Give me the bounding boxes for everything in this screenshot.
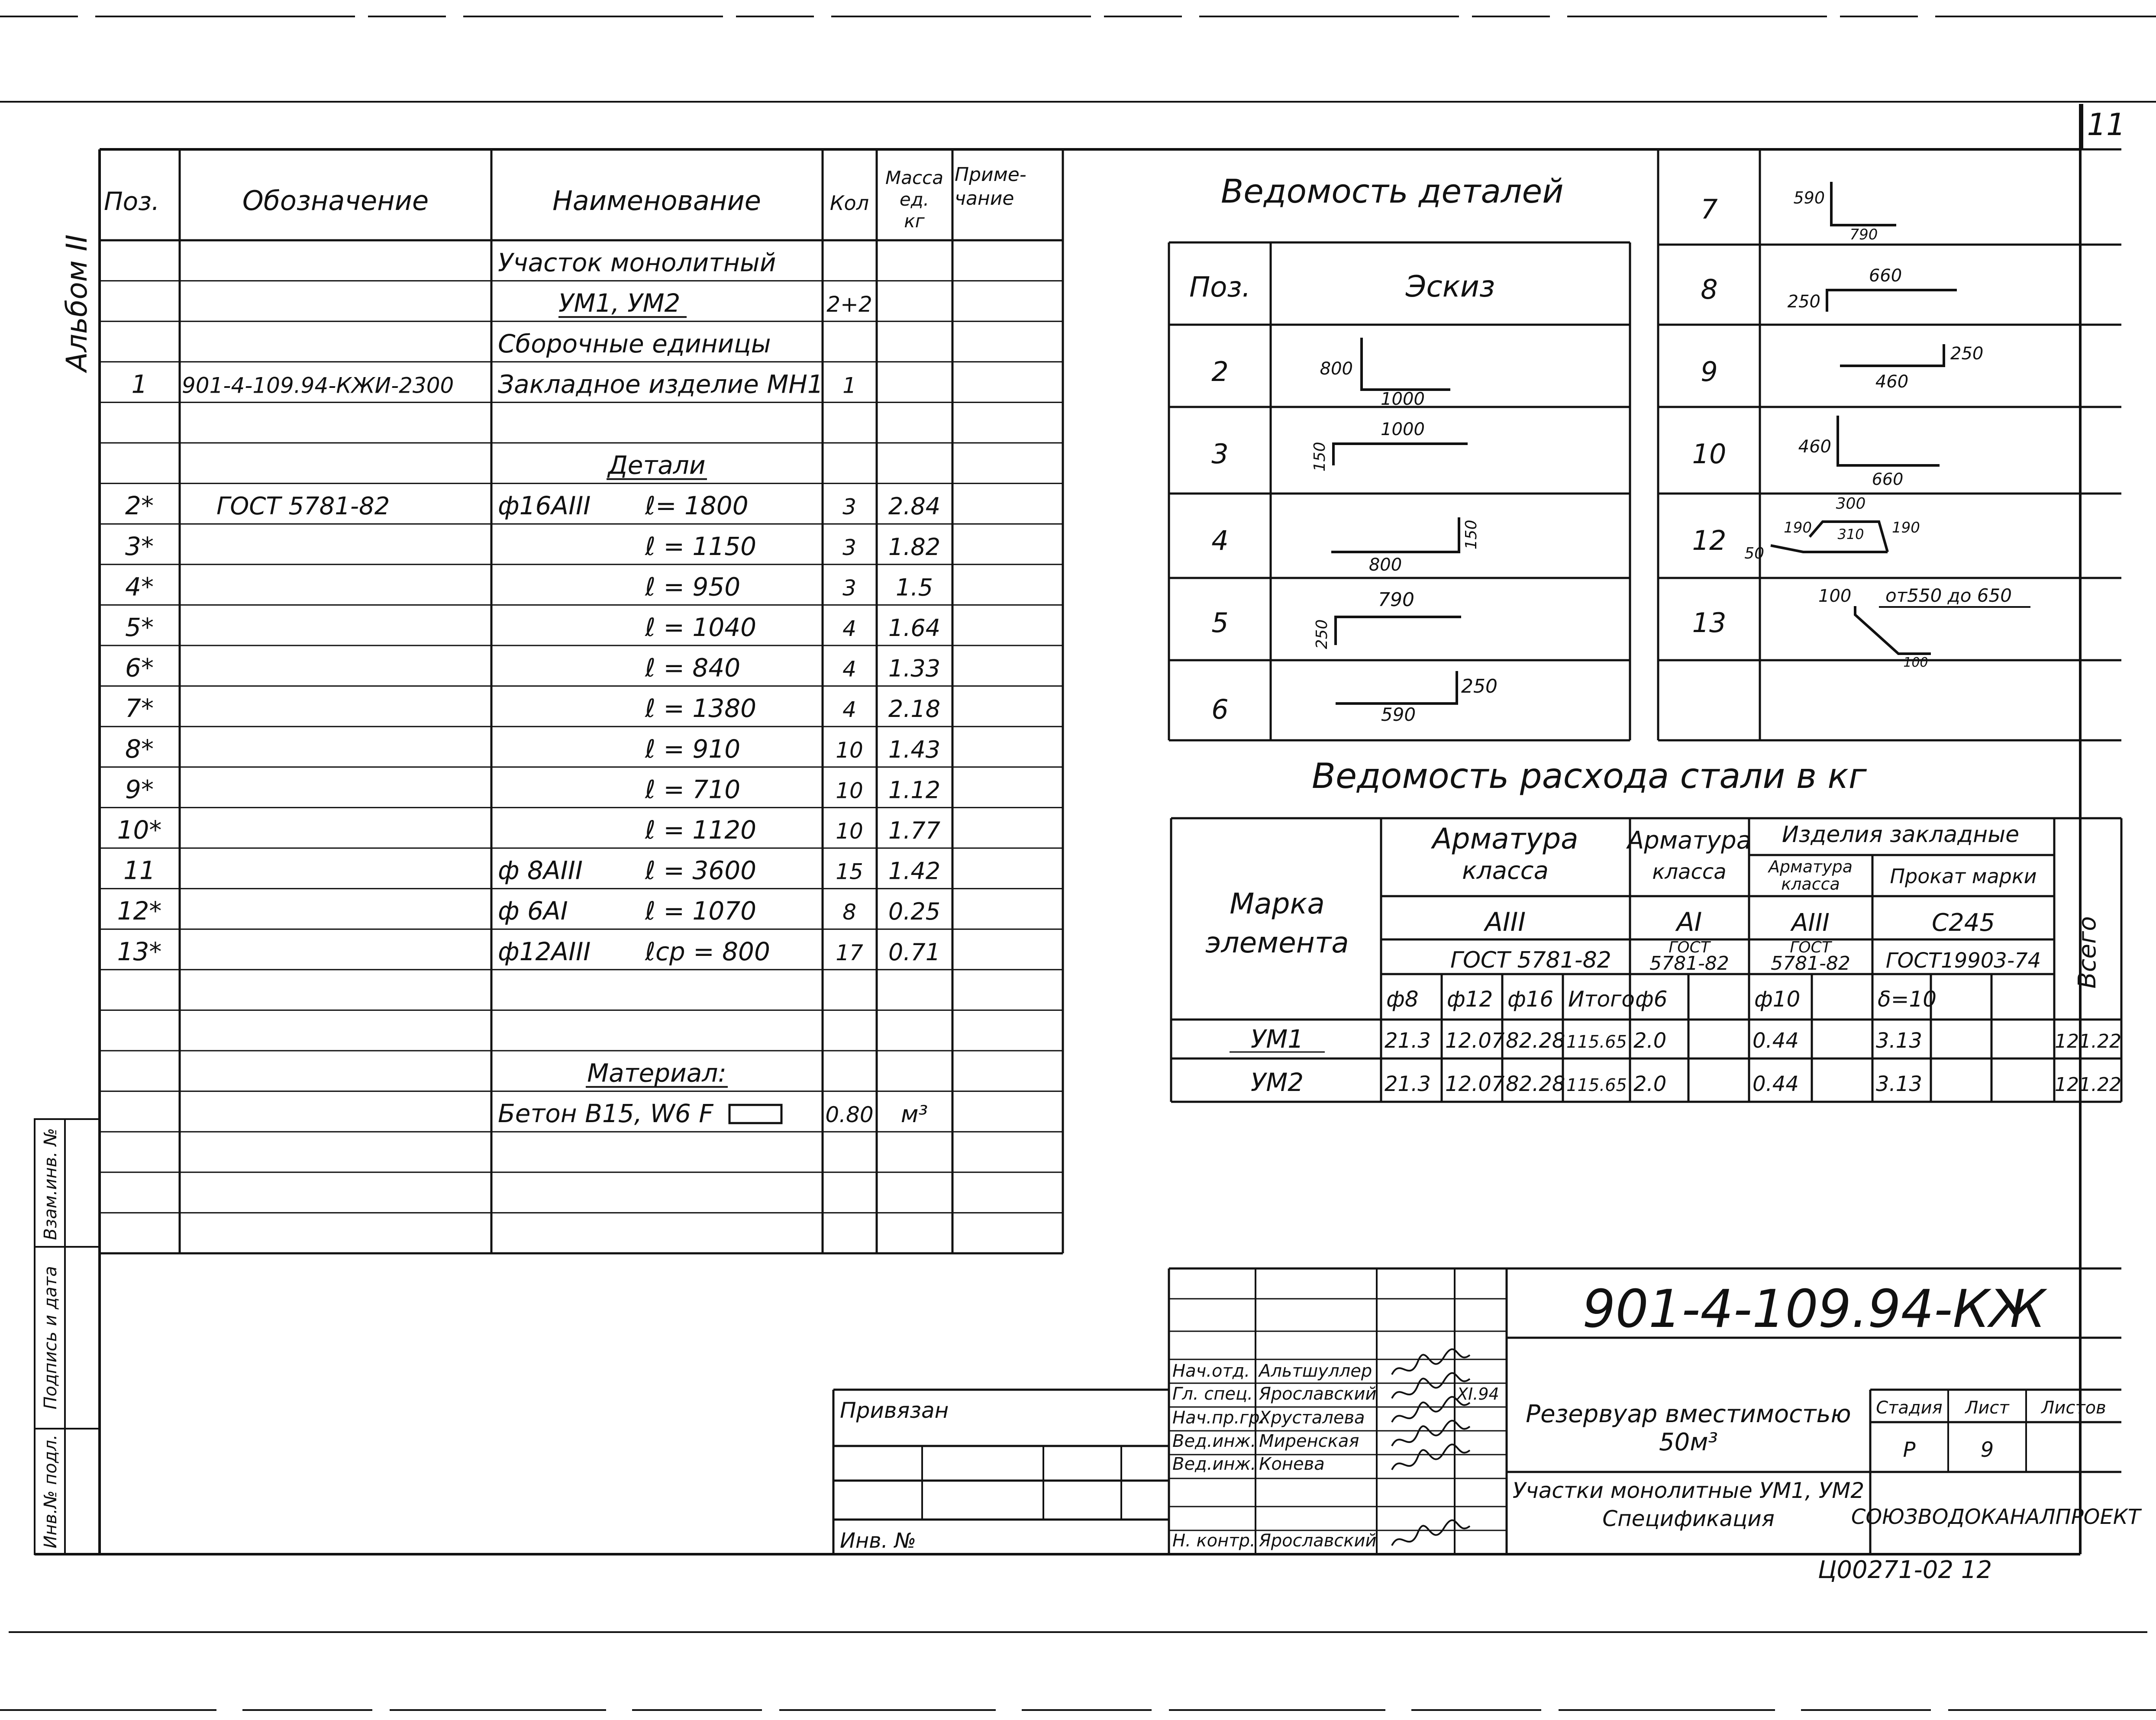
steel-header-embedded: 5781-82 xyxy=(1771,952,1850,975)
spec-name: Детали xyxy=(608,450,706,480)
steel-cell: 115.65 xyxy=(1566,1032,1627,1052)
steel-header-arm-ai: класса xyxy=(1652,860,1727,884)
sketch-dim: 590 xyxy=(1381,704,1416,725)
spec-pos: 6* xyxy=(125,653,154,683)
stamp-sheet-header: Лист xyxy=(1965,1398,2009,1418)
detail-pos: 4 xyxy=(1211,525,1229,556)
spec-qty: 3 xyxy=(842,575,856,601)
steel-row-mark: УМ2 xyxy=(1250,1068,1304,1097)
steel-header-mark: элемента xyxy=(1205,926,1349,959)
stamp-name: Альтшуллер xyxy=(1259,1361,1372,1381)
spec-header-name: Наименование xyxy=(552,185,761,216)
spec-qty: 2+2 xyxy=(826,292,872,317)
spec-name: ф 6АI xyxy=(498,896,568,926)
spec-name: Сборочные единицы xyxy=(498,329,771,358)
spec-length: ℓ = 1040 xyxy=(645,613,757,642)
spec-designation: ГОСТ 5781-82 xyxy=(216,492,390,521)
spec-qty: 10 xyxy=(836,819,863,844)
spec-header-note: чание xyxy=(955,187,1014,210)
spec-qty: 4 xyxy=(842,697,856,723)
spec-qty: 4 xyxy=(842,656,856,682)
spec-header-mass: ед. xyxy=(899,189,930,210)
spec-qty: 10 xyxy=(836,778,863,804)
spec-header-note: Приме- xyxy=(955,164,1026,186)
spec-qty: 10 xyxy=(836,737,863,763)
sketch-detail-5 xyxy=(1336,617,1461,645)
sketch-dim: 150 xyxy=(1311,442,1329,472)
detail-pos: 10 xyxy=(1692,438,1727,470)
sketch-dim: 1000 xyxy=(1381,389,1425,409)
steel-row-total: 121.22 xyxy=(2055,1074,2121,1096)
sketch-detail-2 xyxy=(1362,338,1450,390)
spec-name: Закладное изделие МН1 xyxy=(498,369,823,399)
sketch-detail-10 xyxy=(1838,416,1940,465)
spec-length: ℓ = 1070 xyxy=(645,896,757,926)
spec-header-mass: кг xyxy=(904,210,925,232)
side-stamp-sign-date: Подпись и дата xyxy=(41,1266,61,1410)
spec-mass: 1.33 xyxy=(888,655,941,682)
detail-pos: 5 xyxy=(1211,607,1229,639)
steel-header-rolled: ГОСТ19903-74 xyxy=(1885,949,2041,973)
steel-cell: 0.44 xyxy=(1753,1072,1799,1096)
sheet-number: 11 xyxy=(2087,107,2126,142)
sketch-dim: 250 xyxy=(1313,619,1331,649)
steel-cell: 82.28 xyxy=(1506,1072,1565,1096)
sketch-dim: от550 до 650 xyxy=(1885,585,2012,606)
spec-name: Участок монолитный xyxy=(498,248,776,278)
spec-length: ℓ = 1380 xyxy=(645,694,757,723)
stamp-stage-header: Стадия xyxy=(1876,1398,1943,1418)
stamp-subtitle: Спецификация xyxy=(1602,1506,1775,1531)
signature-scribble xyxy=(1392,1520,1470,1546)
detail-pos: 3 xyxy=(1211,438,1229,470)
spec-name: Материал: xyxy=(587,1058,726,1088)
steel-header-arm-ai: ГОСТ xyxy=(1669,939,1710,956)
sketch-dim: 590 xyxy=(1793,188,1825,207)
signature-scribble xyxy=(1392,1349,1470,1375)
spec-name: УМ1, УМ2 xyxy=(558,288,681,318)
spec-length: ℓ = 910 xyxy=(645,734,741,764)
spec-mass: 1.12 xyxy=(888,776,941,804)
stamp-role: Вед.инж. xyxy=(1172,1454,1256,1474)
steel-subheader: Итого xyxy=(1568,987,1635,1012)
stamp-role: Вед.инж. xyxy=(1172,1431,1256,1451)
steel-row-mark: УМ1 xyxy=(1250,1024,1304,1054)
steel-cell: 21.3 xyxy=(1385,1029,1431,1053)
stamp-name: Миренская xyxy=(1259,1431,1359,1451)
spec-mass: 0.71 xyxy=(888,938,941,966)
spec-length: ℓ = 1120 xyxy=(645,815,757,845)
sketch-dim: 1000 xyxy=(1381,420,1425,439)
steel-header-arm-ai: АI xyxy=(1676,907,1702,937)
details-header-sketch: Эскиз xyxy=(1405,270,1495,304)
spec-pos: 12* xyxy=(117,896,162,926)
steel-subheader: ф12 xyxy=(1447,987,1493,1012)
spec-mass: 2.18 xyxy=(888,695,941,723)
stamp-name: Конева xyxy=(1259,1454,1325,1474)
steel-title: Ведомость расхода стали в кг xyxy=(1312,756,1867,796)
stamp-role: Н. контр. xyxy=(1172,1531,1256,1551)
spec-length: ℓср = 800 xyxy=(645,936,770,966)
sketch-detail-8 xyxy=(1827,290,1957,312)
steel-header-embedded: Арматура xyxy=(1768,857,1853,876)
spec-pos: 9* xyxy=(125,774,154,804)
stamp-role: Нач.пр.гр. xyxy=(1172,1408,1265,1428)
steel-header-embedded: АIII xyxy=(1791,909,1830,937)
spec-header-pos: Поз. xyxy=(104,187,160,216)
stamp-code: 901-4-109.94-КЖ xyxy=(1582,1279,2046,1339)
spec-length: ℓ = 840 xyxy=(645,653,741,683)
detail-pos: 13 xyxy=(1692,607,1727,639)
steel-header-arm-aiii: Арматура xyxy=(1432,822,1578,855)
spec-designation: 901-4-109.94-КЖИ-2300 xyxy=(182,373,454,398)
stamp-sheet-value: 9 xyxy=(1980,1438,1994,1462)
spec-pos: 2* xyxy=(125,491,154,521)
stamp-name: Хрусталева xyxy=(1259,1408,1365,1428)
steel-cell: 12.07 xyxy=(1445,1072,1505,1096)
spec-mass: 2.84 xyxy=(888,493,941,520)
spec-mass: 1.64 xyxy=(888,614,941,642)
stamp-subtitle: Участки монолитные УМ1, УМ2 xyxy=(1512,1478,1865,1503)
sketch-dim: 310 xyxy=(1837,526,1864,542)
spec-header-designation: Обозначение xyxy=(242,185,429,216)
sketch-dim: 300 xyxy=(1836,495,1866,513)
side-stamp-replace-inv: Взам.инв. № xyxy=(41,1128,61,1240)
spec-frost-box xyxy=(729,1105,781,1123)
detail-pos: 7 xyxy=(1701,194,1718,225)
steel-header-embedded: класса xyxy=(1781,875,1840,894)
sketch-detail-13 xyxy=(1855,606,1931,654)
sketch-dim: 790 xyxy=(1378,589,1414,611)
spec-qty: 4 xyxy=(842,616,856,641)
spec-name: ф12АIII xyxy=(498,936,591,966)
stamp-inv-label: Инв. № xyxy=(840,1529,917,1553)
stamp-role: Нач.отд. xyxy=(1172,1361,1250,1381)
stamp-date: XI.94 xyxy=(1457,1384,1499,1404)
stamp-title: Резервуар вместимостью xyxy=(1526,1400,1851,1428)
spec-pos: 5* xyxy=(125,613,154,642)
spec-pos: 8* xyxy=(125,734,154,764)
spec-pos: 1 xyxy=(131,369,148,399)
spec-length: ℓ = 1150 xyxy=(645,531,757,561)
spec-qty: 15 xyxy=(836,859,863,884)
spec-qty: 3 xyxy=(842,494,856,520)
steel-cell: 115.65 xyxy=(1566,1075,1627,1095)
sketch-dim: 660 xyxy=(1869,266,1902,286)
sketch-detail-3 xyxy=(1333,444,1468,465)
spec-qty: 1 xyxy=(842,373,856,398)
detail-pos: 9 xyxy=(1701,356,1718,387)
spec-header-mass: Масса xyxy=(885,167,943,188)
stamp-attached-label: Привязан xyxy=(840,1398,949,1423)
sketch-detail-4 xyxy=(1331,517,1459,552)
spec-mass: 0.25 xyxy=(888,898,941,926)
steel-header-arm-ai: Арматура xyxy=(1627,826,1752,855)
steel-subheader: ф16 xyxy=(1507,987,1554,1012)
sketch-detail-9 xyxy=(1840,344,1944,366)
steel-header-rolled: С245 xyxy=(1932,909,1995,937)
spec-pos: 13* xyxy=(117,936,162,966)
details-title: Ведомость деталей xyxy=(1221,172,1564,210)
sketch-dim: 790 xyxy=(1849,226,1878,243)
spec-qty: 17 xyxy=(836,940,863,965)
steel-header-arm-aiii: класса xyxy=(1462,857,1549,885)
steel-subheader: ф10 xyxy=(1754,987,1801,1012)
sketch-dim: 250 xyxy=(1461,675,1498,697)
detail-pos: 12 xyxy=(1692,525,1727,556)
steel-header-embedded: Изделия закладные xyxy=(1782,822,2020,848)
spec-name: Бетон В15, W6 F xyxy=(498,1099,713,1129)
sketch-dim: 150 xyxy=(1462,520,1480,550)
sketch-dim: 100 xyxy=(1818,586,1852,606)
spec-mass: 1.82 xyxy=(888,533,941,561)
details-header-pos: Поз. xyxy=(1189,271,1251,303)
detail-pos: 2 xyxy=(1211,356,1229,387)
sketch-dim: 100 xyxy=(1903,655,1928,670)
stamp-title: 50м³ xyxy=(1659,1428,1718,1456)
sketch-dim: 250 xyxy=(1787,292,1820,312)
steel-header-mark: Марка xyxy=(1230,887,1325,920)
spec-pos: 7* xyxy=(125,694,154,723)
spec-mass: 1.77 xyxy=(888,817,941,844)
spec-name: ф 8АIII xyxy=(498,855,583,885)
steel-cell: 2.0 xyxy=(1633,1072,1667,1096)
spec-mass: 1.43 xyxy=(888,736,941,763)
signature-scribble xyxy=(1392,1397,1470,1422)
spec-pos: 10* xyxy=(117,815,162,845)
sketch-detail-6 xyxy=(1336,671,1457,703)
steel-header-arm-aiii: ГОСТ 5781-82 xyxy=(1450,947,1611,973)
sketch-dim: 800 xyxy=(1320,359,1353,379)
spec-pos: 3* xyxy=(125,531,154,561)
sketch-dim: 660 xyxy=(1872,470,1904,489)
sketch-dim: 460 xyxy=(1875,372,1909,392)
spec-length: ℓ = 710 xyxy=(645,774,741,804)
stamp-name: Ярославский xyxy=(1259,1384,1377,1404)
signature-scribble xyxy=(1392,1445,1470,1470)
stamp-archive-number: Ц00271-02 12 xyxy=(1817,1556,1992,1584)
steel-header-total: Всего xyxy=(2073,916,2101,989)
spec-pos: 4* xyxy=(125,572,154,602)
sketch-dim: 250 xyxy=(1950,344,1984,364)
stamp-role: Гл. спец. xyxy=(1172,1384,1253,1404)
sketch-detail-7 xyxy=(1831,182,1896,225)
signature-scribble xyxy=(1392,1421,1470,1446)
spec-length: ℓ = 3600 xyxy=(645,855,757,885)
detail-pos: 6 xyxy=(1211,694,1229,725)
spec-qty: 0.80 xyxy=(825,1102,874,1128)
spec-header-qty: Кол xyxy=(829,191,869,215)
spec-length: ℓ = 950 xyxy=(645,572,741,602)
stamp-stage-value: Р xyxy=(1903,1438,1916,1462)
spec-mass: 1.5 xyxy=(896,574,933,601)
title-block xyxy=(840,1279,2142,1584)
steel-subheader: ф8 xyxy=(1386,987,1419,1012)
album-label: Альбом II xyxy=(60,234,94,372)
spec-qty: 3 xyxy=(842,535,856,560)
stamp-organization: СОЮЗВОДОКАНАЛПРОЕКТ xyxy=(1851,1505,2141,1529)
steel-row-total: 121.22 xyxy=(2055,1030,2121,1052)
spec-pos: 11 xyxy=(123,855,155,885)
steel-subheader: ф6 xyxy=(1635,987,1668,1012)
steel-cell: 2.0 xyxy=(1633,1029,1667,1053)
steel-cell: 3.13 xyxy=(1876,1029,1922,1053)
spec-length: ℓ= 1800 xyxy=(645,491,749,521)
sketch-dim: 190 xyxy=(1784,519,1812,536)
steel-cell: 12.07 xyxy=(1445,1029,1505,1053)
side-stamp-inv-orig: Инв.№ подл. xyxy=(41,1434,61,1549)
sketch-dim: 190 xyxy=(1892,519,1920,536)
steel-header-arm-ai: 5781-82 xyxy=(1649,952,1729,975)
steel-header-embedded: ГОСТ xyxy=(1790,939,1831,956)
spec-mass: м³ xyxy=(900,1100,928,1128)
stamp-name: Ярославский xyxy=(1259,1531,1377,1551)
stamp-sheets-header: Листов xyxy=(2041,1398,2106,1418)
sketch-dim: 800 xyxy=(1368,555,1402,575)
details-table xyxy=(1189,182,2012,725)
steel-header-rolled: Прокат марки xyxy=(1890,865,2037,888)
detail-pos: 8 xyxy=(1701,274,1718,305)
spec-qty: 8 xyxy=(842,900,856,925)
steel-subheader: δ=10 xyxy=(1878,987,1937,1012)
steel-cell: 0.44 xyxy=(1753,1029,1799,1053)
sketch-detail-12 xyxy=(1771,545,1888,552)
steel-header-arm-aiii: АIII xyxy=(1485,907,1526,937)
spec-name: ф16АIII xyxy=(498,491,591,521)
sketch-dim: 50 xyxy=(1744,545,1764,562)
steel-cell: 82.28 xyxy=(1506,1029,1565,1053)
steel-cell: 21.3 xyxy=(1385,1072,1431,1096)
steel-cell: 3.13 xyxy=(1876,1072,1922,1096)
spec-mass: 1.42 xyxy=(888,857,941,885)
sketch-dim: 460 xyxy=(1798,437,1831,457)
steel-table xyxy=(1205,822,2121,1097)
